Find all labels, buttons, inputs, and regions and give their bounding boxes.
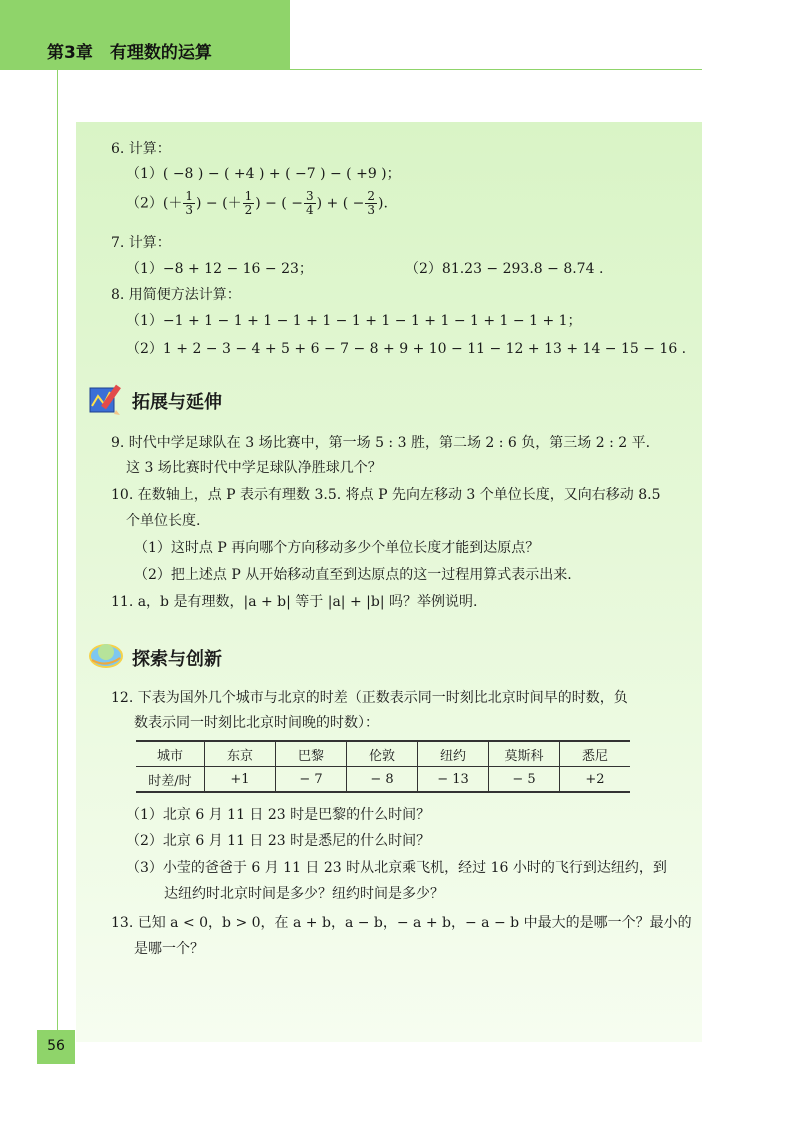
problem-8-title: 8. 用简便方法计算： bbox=[111, 287, 241, 303]
table-row bbox=[136, 767, 630, 793]
table-cell: − 5 bbox=[489, 767, 560, 793]
table-cell: 伦敦 bbox=[347, 741, 418, 767]
problem-9-line1: 9. 时代中学足球队在 3 场比赛中，第一场 5 : 3 胜，第二场 2 : 6 负，第三场 2 : 2 平. bbox=[111, 435, 651, 451]
table-cell: 东京 bbox=[205, 741, 276, 767]
page-number: 56 bbox=[47, 1038, 65, 1054]
problem-12-q1: （1）北京 6 月 11 日 23 时是巴黎的什么时间？ bbox=[126, 807, 431, 823]
table-cell: 莫斯科 bbox=[489, 741, 560, 767]
problem-12-line2: 数表示同一时刻比北京时间晚的时数）： bbox=[134, 715, 379, 731]
problem-8-q2: （2）1 + 2 − 3 − 4 + 5 + 6 − 7 − 8 + 9 + 10 − 11 − 12 + 13 + 14 − 15 − 16 . bbox=[126, 341, 687, 357]
problem-10-q1: （1）这时点 P 再向哪个方向移动多少个单位长度才能到达原点？ bbox=[134, 540, 540, 556]
problem-6-title: 6. 计算： bbox=[111, 141, 171, 157]
section-title-explore: 探索与创新 bbox=[132, 649, 222, 670]
pencil-chart-icon bbox=[86, 382, 128, 418]
chapter-title: 第3章 有理数的运算 bbox=[47, 43, 212, 63]
problem-11: 11. a，b 是有理数，|a + b| 等于 |a| + |b| 吗？举例说明. bbox=[111, 594, 478, 610]
table-cell: +2 bbox=[560, 767, 631, 793]
margin-line bbox=[57, 70, 58, 1030]
problem-7-q1: （1）−8 + 12 − 16 − 23； bbox=[126, 261, 313, 277]
problem-13-line1: 13. 已知 a < 0，b > 0，在 a + b，a − b，− a + b，− a − b 中最大的是哪一个？最小的 bbox=[111, 915, 692, 931]
table-cell: 纽约 bbox=[418, 741, 489, 767]
problem-6-q1: （1）( −8 ) − ( +4 ) + ( −7 ) − ( +9 )； bbox=[126, 166, 401, 182]
problem-7-q2: （2）81.23 − 293.8 − 8.74 . bbox=[405, 261, 604, 277]
page-number-box bbox=[37, 1030, 75, 1064]
fraction: $\frac{2}{3}$ bbox=[367, 189, 375, 217]
fraction: $\frac{1}{3}$ bbox=[185, 189, 194, 217]
problem-12-line1: 12. 下表为国外几个城市与北京的时差（正数表示同一时刻比北京时间早的时数，负 bbox=[111, 690, 628, 706]
globe-icon bbox=[86, 636, 128, 672]
table-cell: − 13 bbox=[418, 767, 489, 793]
table-row-header: 城市 bbox=[136, 741, 205, 767]
fraction: $\frac{1}{2}$ bbox=[244, 189, 253, 217]
time-difference-table bbox=[136, 740, 630, 793]
problem-8-q1: （1）−1 + 1 − 1 + 1 − 1 + 1 − 1 + 1 − 1 + 1 − 1 + 1 − 1 + 1； bbox=[126, 313, 582, 329]
problem-10-line1: 10. 在数轴上，点 P 表示有理数 3.5. 将点 P 先向左移动 3 个单位长度，又向右移动 8.5 bbox=[111, 487, 661, 503]
problem-9-line2: 这 3 场比赛时代中学足球队净胜球几个？ bbox=[126, 460, 382, 476]
table-cell: − 7 bbox=[276, 767, 347, 793]
header-rule bbox=[290, 69, 702, 70]
table-cell: − 8 bbox=[347, 767, 418, 793]
problem-12-q2: （2）北京 6 月 11 日 23 时是悉尼的什么时间？ bbox=[126, 833, 431, 849]
problem-10-line2: 个单位长度. bbox=[126, 513, 201, 529]
fraction: $\frac{3}{4}$ bbox=[305, 189, 314, 217]
table-cell: 悉尼 bbox=[560, 741, 631, 767]
problem-13-line2: 是哪一个？ bbox=[134, 941, 204, 957]
section-title-extend: 拓展与延伸 bbox=[132, 392, 222, 413]
problem-7-title: 7. 计算： bbox=[111, 235, 171, 251]
table-row-header: 时差/时 bbox=[136, 767, 205, 793]
problem-12-q3-line1: （3）小莹的爸爸于 6 月 11 日 23 时从北京乘飞机，经过 16 小时的飞行到达纽约，到 bbox=[126, 860, 667, 876]
table-row bbox=[136, 741, 630, 767]
problem-10-q2: （2）把上述点 P 从开始移动直至到达原点的这一过程用算式表示出来. bbox=[134, 567, 572, 583]
problem-12-q3-line2: 达纽约时北京时间是多少？纽约时间是多少？ bbox=[164, 886, 444, 902]
table-cell: 巴黎 bbox=[276, 741, 347, 767]
problem-6-q2: （2）(＋ $\frac{1}{3}$ ) − (＋ $\frac{1}{2}$ ) − ( − $\frac{3}{4}$ ) + ( − $\frac{2}{3}$ ). bbox=[126, 189, 388, 217]
table-cell: +1 bbox=[205, 767, 276, 793]
